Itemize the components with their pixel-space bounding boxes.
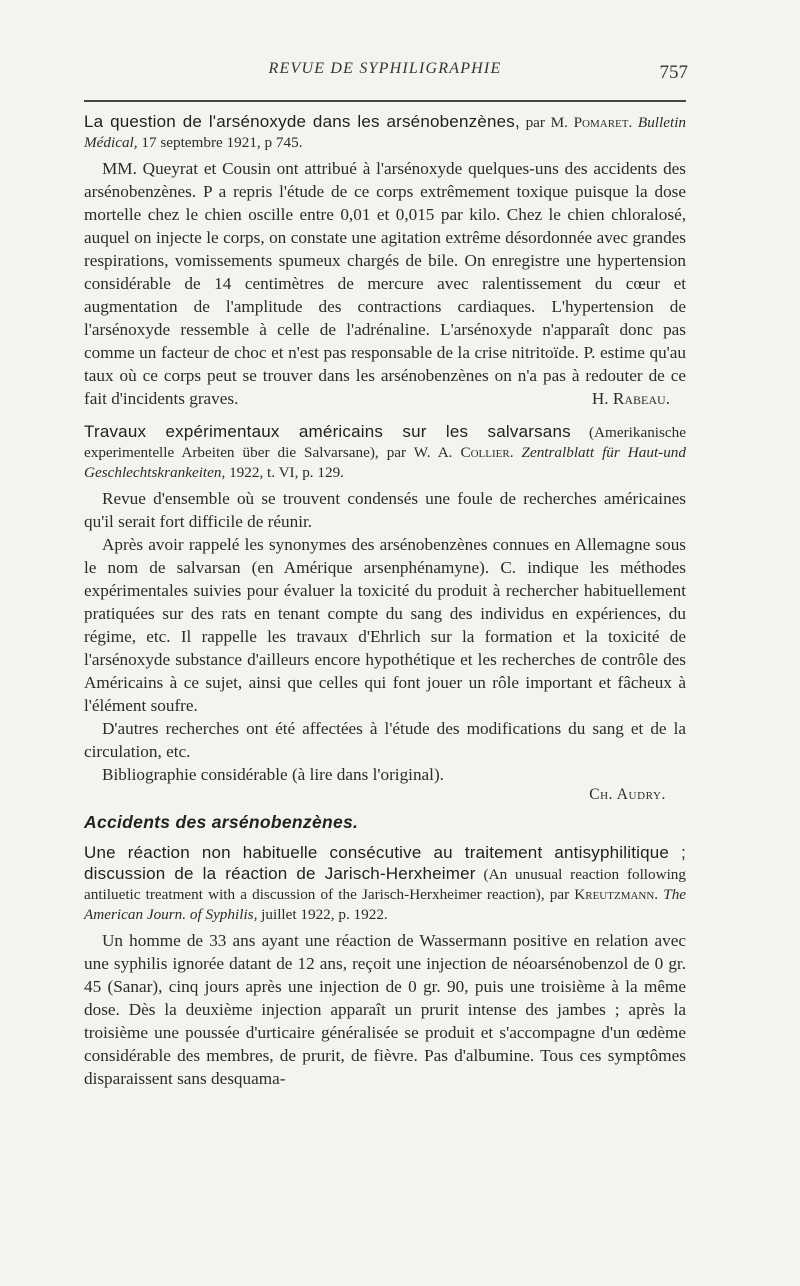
article-title: Travaux expérimentaux américains sur les salvarsans [84, 422, 571, 441]
section-title: Accidents des arsénobenzènes. [84, 812, 359, 832]
article-body: Un homme de 33 ans ayant une réaction de Wassermann positive en relation avec une syphilis ignorée datant de 12 ans, reçoit une injection de néoarsénobenzol de 0 gr. 45 (Sanar), cinq jours après une injection de 0 gr. 90, puis une troisième à la même dose. Dès la deuxième injection apparaît un prurit intense des jambes ; après la troisième une poussée d'urticaire généralisée se produit et s'accompagne d'un œdème considérable des membres, de prurit, de fièvre. Pas d'albumine. Tous ces symptômes disparaissent sans desquama- [84, 931, 686, 1088]
article-paragraph: Après avoir rappelé les synonymes des arsénobenzènes connues en Allemagne sous le nom de salvarsan (en Amérique arsenphénamyne). C. indique les méthodes expérimentales suivies pour évaluer la toxicité du produit à rechercher habituellement pratiquées sur des rats en tenant compte du sang des individus en expériences, du régime, etc. Il rappelle les travaux d'Ehrlich sur la formation et la toxicité de l'arsénoxyde substance d'ailleurs encore hypothétique et les recherches de contrôle des Américains à ce sujet, ainsi que celles qui font jouer un rôle important et fâcheux à l'élément soufre. [84, 535, 686, 715]
article-paragraph: Bibliographie considérable (à lire dans l'original). [102, 765, 444, 784]
article-salvarsans [84, 422, 686, 804]
spacer [84, 410, 686, 422]
article-journal: The American Journ. of Syphilis, [84, 886, 687, 923]
article-heading [84, 422, 686, 483]
article-title: Une réaction non habituelle consécutive au traitement antisyphilitique ; discussion de la réaction de Jarisch-Herxheimer [84, 843, 686, 883]
article-citation: 17 septembre 1921, p 745. [141, 134, 303, 151]
article-by: par M. [525, 114, 568, 131]
article-jarisch-herxheimer [84, 843, 686, 1090]
article-author: Pomaret. [573, 114, 633, 131]
article-citation: juillet 1922, p. 1922. [261, 906, 388, 923]
article-heading [84, 112, 686, 153]
article-arsenoxyde [84, 112, 686, 410]
article-journal: Zentralblatt für Haut-und Geschlechtskrankeiten, [84, 444, 686, 481]
article-signature: H. Rabeau. [591, 389, 670, 408]
article-heading [84, 843, 686, 925]
page-number: 757 [659, 62, 688, 83]
article-paragraph: D'autres recherches ont été affectées à l'étude des modifications du sang et de la circulation, etc. [84, 719, 686, 761]
running-title: REVUE DE SYPHILIGRAPHIE [268, 60, 502, 77]
article-citation: 1922, t. VI, p. 129. [229, 464, 344, 481]
article-signature: Ch. Audry. [589, 786, 666, 803]
article-subtitle: (Amerikanische experimentelle Arbeiten über die Salvarsane), par W. A. [84, 424, 686, 461]
article-author: Collier. [460, 444, 514, 461]
header-rule [84, 100, 686, 102]
running-head [84, 60, 686, 88]
article-title: La question de l'arsénoxyde dans les arsénobenzènes, [84, 112, 520, 131]
article-journal: Bulletin Médical, [84, 114, 687, 151]
page [84, 60, 686, 1090]
article-subtitle: (An unusual reaction following antiluetic treatment with a discussion of the Jarisch-Herxheimer reaction), par [84, 866, 686, 903]
article-author: Kreutzmann. [574, 886, 659, 903]
article-paragraph: Revue d'ensemble où se trouvent condensés une foule de recherches américaines qu'il serait fort difficile de réunir. [84, 489, 686, 531]
article-body: MM. Queyrat et Cousin ont attribué à l'arsénoxyde quelques-uns des accidents des arsénobenzènes. P a repris l'étude de ce corps extrêmement toxique puisque la dose mortelle chez le chien oscille entre 0,01 et 0,015 par kilo. Chez le chien chloralosé, auquel on injecte le corps, on constate une agitation extrême désordonnée avec grandes respirations, vomissements spumeux chargés de bile. On enregistre une hypertension considérable de 14 centimètres de mercure avec ralentissement du cœur et augmentation de l'amplitude des contractions cardiaques. L'hypertension de l'arsénoxyde ressemble à celle de l'adrénaline. L'arsénoxyde n'apparaît donc pas comme un facteur de choc et n'est pas responsable de la crise nitritoïde. P. estime qu'au taux où ce corps peut se trouver dans les arsénobenzènes on n'a pas à redouter de ce fait d'incidents graves. H. Rabeau. [84, 159, 686, 408]
